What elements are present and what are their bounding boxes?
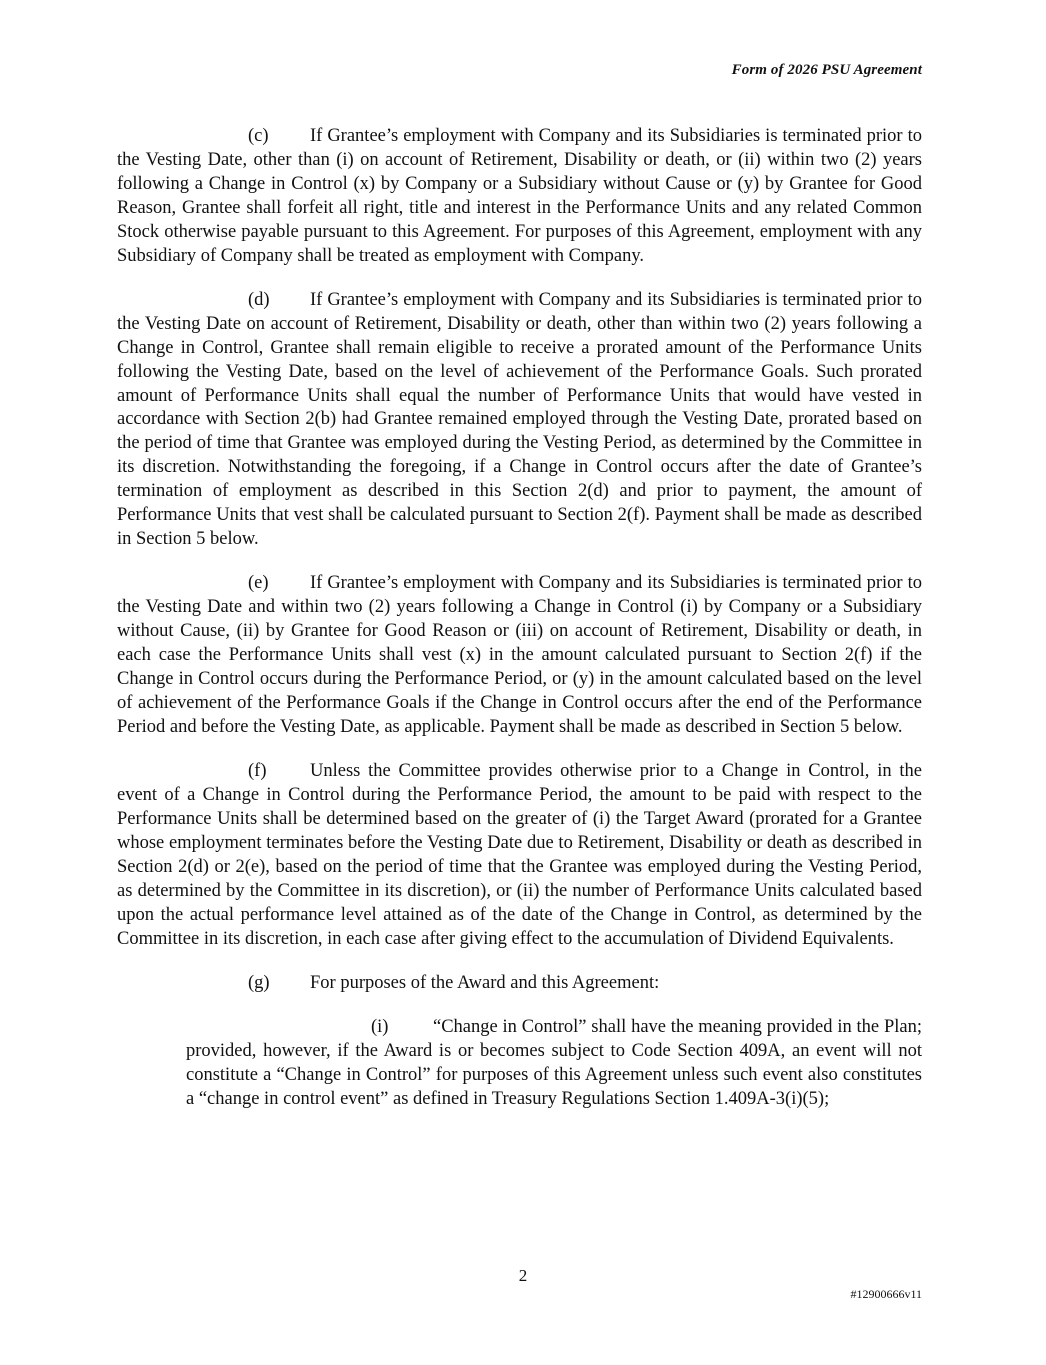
section-d-text: If Grantee’s employment with Company and its Subsidiaries is terminated prior to the Vesting Date on account of Retirement, Disability or death, other than within two (2) years following a Change in Control, Grantee shall remain eligible to receive a prorated amount of the Performance Units following the Vesting Date, based on the level of achievement of the Performance Goals. Such prorated amount of Performance Units shall equal the number of Performance Units that would have vested in accordance with Section 2(b) had Grantee remained employed through the Vesting Date, prorated based on the period of time that Grantee was employed during the Vesting Period, as determined by the Committee in its discretion. Notwithstanding the foregoing, if a Change in Control occurs after the date of Grantee’s termination of employment as described in this Section 2(d) and prior to payment, the amount of Performance Units that vest shall be calculated pursuant to Section 2(f). Payment shall be made as described in Section 5 below. [117, 289, 922, 549]
section-c-paragraph [117, 125, 922, 268]
section-e-text: If Grantee’s employment with Company and its Subsidiaries is terminated prior to the Vesting Date and within two (2) years following a Change in Control (i) by Company or a Subsidiary without Cause, (ii) by Grantee for Good Reason or (iii) on account of Retirement, Disability or death, in each case the Performance Units shall vest (x) in the amount calculated pursuant to Section 2(f) if the Change in Control occurs during the Performance Period, or (y) in the amount calculated based on the level of achievement of the Performance Goals if the Change in Control occurs after the end of the Performance Period and before the Vesting Date, as applicable. Payment shall be made as described in Section 5 below. [117, 573, 922, 737]
section-g-text: For purposes of the Award and this Agreement: [310, 973, 660, 993]
page-number: 2 [518, 1266, 528, 1285]
section-d-label: (d) [248, 289, 270, 310]
subsection-i-text: “Change in Control” shall have the meaning provided in the Plan; provided, however, if the Award is or becomes subject to Code Section 409A, an event will not constitute a “Change in Control” for purposes of this Agreement unless such event also constitutes a “change in control event” as defined in Treasury Regulations Section 1.409A-3(i)(5); [186, 1017, 922, 1110]
section-g-label: (g) [248, 973, 270, 993]
document-id: #12900666v11 [850, 1287, 922, 1301]
section-c-text: If Grantee’s employment with Company and its Subsidiaries is terminated prior to the Vesting Date, other than (i) on account of Retirement, Disability or death, or (ii) within two (2) years following a Change in Control (x) by Company or a Subsidiary without Cause or (y) by Grantee for Good Reason, Grantee shall forfeit all right, title and interest in the Performance Units and any related Common Stock otherwise payable pursuant to this Agreement. For purposes of this Agreement, employment with any Subsidiary of Company shall be treated as employment with Company. [117, 126, 922, 266]
section-f-text: Unless the Committee provides otherwise prior to a Change in Control, in the event of a Change in Control during the Performance Period, the amount to be paid with respect to the Performance Units shall be determined based on the greater of (i) the Target Award (prorated for a Grantee whose employment terminates before the Vesting Date due to Retirement, Disability or death as described in Section 2(d) or 2(e), based on the period of time that the Grantee was employed during the Vesting Period, as determined by the Committee in its discretion), or (ii) the number of Performance Units calculated based upon the actual performance level attained as of the date of the Change in Control, as determined by the Committee in its discretion, in each case after giving effect to the accumulation of Dividend Equivalents. [117, 761, 922, 949]
document-body [117, 125, 922, 1133]
subsection-i-paragraph [186, 1016, 922, 1112]
section-e-paragraph [117, 572, 922, 739]
section-d-paragraph [117, 289, 922, 552]
subsection-i-label: (i) [371, 1017, 389, 1038]
section-e-label: (e) [248, 573, 269, 594]
section-f-paragraph [117, 760, 922, 951]
section-c-label: (c) [248, 126, 269, 146]
section-g-paragraph [117, 972, 922, 996]
section-f-label: (f) [248, 761, 267, 782]
document-header-title: Form of 2026 PSU Agreement [731, 62, 922, 78]
